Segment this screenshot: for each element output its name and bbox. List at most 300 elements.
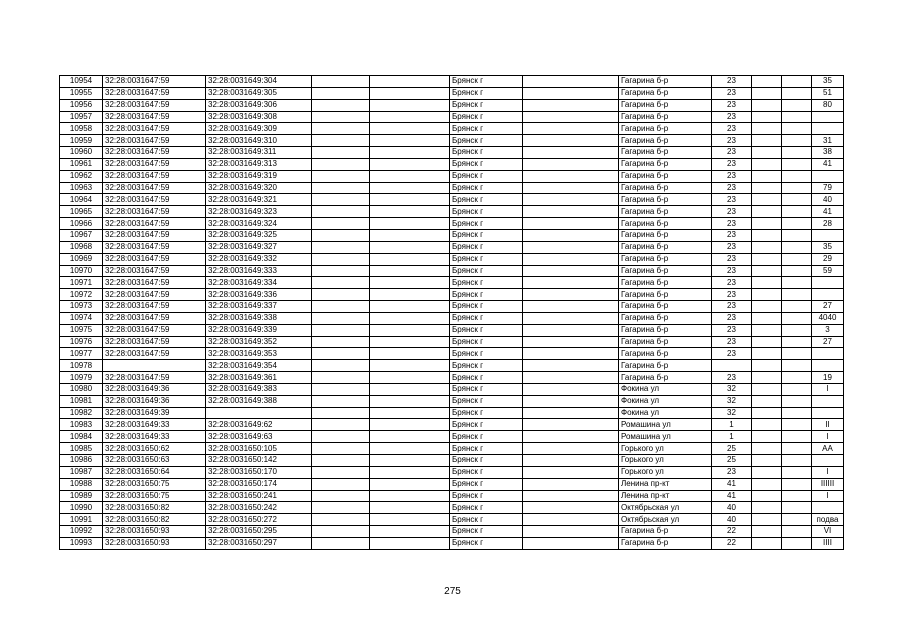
cell-empty-column-11 — [782, 490, 812, 502]
cell-empty-column-5 — [370, 135, 450, 147]
cell-empty-column-7 — [523, 514, 619, 526]
cell-room-number — [812, 123, 844, 135]
cell-house-number: 25 — [712, 443, 752, 455]
cell-empty-column-11 — [782, 277, 812, 289]
table-row — [60, 229, 844, 241]
cell-cadastral-number: 32:28:0031649:336 — [206, 289, 312, 301]
cell-cadastral-number: 32:28:0031649:388 — [206, 395, 312, 407]
cell-city: Брянск г — [450, 431, 523, 443]
cell-house-number: 23 — [712, 336, 752, 348]
cell-street: Гагарина б-р — [619, 312, 712, 324]
cell-row-number: 10982 — [60, 407, 103, 419]
cell-row-number: 10956 — [60, 99, 103, 111]
cell-cadastral-number: 32:28:0031649:306 — [206, 99, 312, 111]
cell-row-number: 10985 — [60, 443, 103, 455]
cell-empty-column-4 — [312, 253, 370, 265]
table-row — [60, 289, 844, 301]
table-body — [60, 76, 844, 550]
cell-street: Гагарина б-р — [619, 360, 712, 372]
cell-row-number: 10983 — [60, 419, 103, 431]
cell-city: Брянск г — [450, 265, 523, 277]
table-row — [60, 455, 844, 467]
cell-room-number: 19 — [812, 372, 844, 384]
cell-empty-column-7 — [523, 289, 619, 301]
cell-parent-cadastral-number: 32:28:0031647:59 — [103, 99, 206, 111]
cell-empty-column-7 — [523, 253, 619, 265]
cell-row-number: 10976 — [60, 336, 103, 348]
cell-parent-cadastral-number: 32:28:0031649:39 — [103, 407, 206, 419]
cell-empty-column-11 — [782, 241, 812, 253]
cell-city: Брянск г — [450, 466, 523, 478]
cell-empty-column-5 — [370, 158, 450, 170]
cell-empty-column-11 — [782, 301, 812, 313]
cell-empty-column-10 — [752, 135, 782, 147]
cell-city: Брянск г — [450, 502, 523, 514]
cell-empty-column-11 — [782, 253, 812, 265]
cell-empty-column-7 — [523, 218, 619, 230]
cell-house-number: 22 — [712, 537, 752, 549]
table-row — [60, 170, 844, 182]
cell-city: Брянск г — [450, 123, 523, 135]
cell-empty-column-10 — [752, 360, 782, 372]
cell-empty-column-4 — [312, 324, 370, 336]
cell-empty-column-10 — [752, 123, 782, 135]
cell-empty-column-4 — [312, 312, 370, 324]
cell-room-number: IIII — [812, 537, 844, 549]
cell-empty-column-4 — [312, 76, 370, 88]
cell-empty-column-10 — [752, 395, 782, 407]
cell-parent-cadastral-number: 32:28:0031650:93 — [103, 526, 206, 538]
table-row — [60, 537, 844, 549]
cell-empty-column-11 — [782, 182, 812, 194]
cell-empty-column-5 — [370, 147, 450, 159]
cell-empty-column-7 — [523, 135, 619, 147]
cell-empty-column-10 — [752, 182, 782, 194]
cell-cadastral-number: 32:28:0031649:353 — [206, 348, 312, 360]
table-row — [60, 419, 844, 431]
cell-room-number: 3 — [812, 324, 844, 336]
cell-empty-column-4 — [312, 265, 370, 277]
cell-empty-column-10 — [752, 336, 782, 348]
cell-empty-column-7 — [523, 490, 619, 502]
cell-empty-column-5 — [370, 502, 450, 514]
cell-cadastral-number: 32:28:0031649:319 — [206, 170, 312, 182]
cell-empty-column-10 — [752, 241, 782, 253]
cell-empty-column-5 — [370, 383, 450, 395]
cell-house-number: 23 — [712, 277, 752, 289]
cell-empty-column-11 — [782, 455, 812, 467]
cell-row-number: 10965 — [60, 206, 103, 218]
cell-row-number: 10967 — [60, 229, 103, 241]
cell-cadastral-number: 32:28:0031650:142 — [206, 455, 312, 467]
cell-empty-column-11 — [782, 265, 812, 277]
cell-empty-column-5 — [370, 182, 450, 194]
cell-street: Гагарина б-р — [619, 537, 712, 549]
cell-cadastral-number: 32:28:0031649:324 — [206, 218, 312, 230]
cell-room-number: 40 — [812, 194, 844, 206]
cell-room-number: 27 — [812, 336, 844, 348]
cell-empty-column-7 — [523, 478, 619, 490]
cell-room-number: 4040 — [812, 312, 844, 324]
cell-cadastral-number: 32:28:0031650:242 — [206, 502, 312, 514]
cell-house-number: 23 — [712, 348, 752, 360]
cell-parent-cadastral-number: 32:28:0031647:59 — [103, 87, 206, 99]
table-row — [60, 526, 844, 538]
table-row — [60, 158, 844, 170]
cell-empty-column-11 — [782, 218, 812, 230]
cell-empty-column-7 — [523, 372, 619, 384]
cell-street: Гагарина б-р — [619, 99, 712, 111]
cell-city: Брянск г — [450, 241, 523, 253]
cell-empty-column-11 — [782, 443, 812, 455]
cell-empty-column-10 — [752, 478, 782, 490]
cell-room-number: I — [812, 466, 844, 478]
cell-city: Брянск г — [450, 490, 523, 502]
cell-empty-column-4 — [312, 502, 370, 514]
cell-empty-column-11 — [782, 336, 812, 348]
cell-parent-cadastral-number: 32:28:0031647:59 — [103, 324, 206, 336]
cell-house-number: 23 — [712, 182, 752, 194]
cell-empty-column-11 — [782, 135, 812, 147]
cell-empty-column-5 — [370, 372, 450, 384]
cell-empty-column-5 — [370, 443, 450, 455]
table-row — [60, 502, 844, 514]
cell-house-number: 23 — [712, 466, 752, 478]
cell-parent-cadastral-number: 32:28:0031647:59 — [103, 253, 206, 265]
cell-house-number: 41 — [712, 478, 752, 490]
cell-street: Гагарина б-р — [619, 123, 712, 135]
cell-parent-cadastral-number: 32:28:0031647:59 — [103, 111, 206, 123]
cell-empty-column-10 — [752, 99, 782, 111]
cell-empty-column-10 — [752, 324, 782, 336]
cell-parent-cadastral-number: 32:28:0031647:59 — [103, 289, 206, 301]
cell-empty-column-10 — [752, 537, 782, 549]
table-row — [60, 76, 844, 88]
cell-cadastral-number: 32:28:0031649:310 — [206, 135, 312, 147]
cell-empty-column-7 — [523, 360, 619, 372]
cell-cadastral-number: 32:28:0031649:327 — [206, 241, 312, 253]
cell-empty-column-7 — [523, 158, 619, 170]
cell-row-number: 10970 — [60, 265, 103, 277]
cell-empty-column-5 — [370, 466, 450, 478]
cell-room-number — [812, 289, 844, 301]
cell-cadastral-number: 32:28:0031649:311 — [206, 147, 312, 159]
table-row — [60, 443, 844, 455]
cell-row-number: 10972 — [60, 289, 103, 301]
cell-room-number: 35 — [812, 76, 844, 88]
cell-cadastral-number: 32:28:0031649:305 — [206, 87, 312, 99]
table-row — [60, 372, 844, 384]
cell-house-number: 32 — [712, 395, 752, 407]
cell-cadastral-number: 32:28:0031649:332 — [206, 253, 312, 265]
cell-street: Ленина пр-кт — [619, 478, 712, 490]
cell-empty-column-4 — [312, 466, 370, 478]
cell-empty-column-5 — [370, 312, 450, 324]
cell-room-number — [812, 348, 844, 360]
cell-city: Брянск г — [450, 182, 523, 194]
cell-row-number: 10969 — [60, 253, 103, 265]
cell-row-number: 10960 — [60, 147, 103, 159]
cell-house-number: 23 — [712, 147, 752, 159]
cell-parent-cadastral-number — [103, 360, 206, 372]
cell-street: Ромашина ул — [619, 419, 712, 431]
cell-room-number: 41 — [812, 206, 844, 218]
cell-empty-column-7 — [523, 336, 619, 348]
cell-empty-column-11 — [782, 324, 812, 336]
cell-empty-column-4 — [312, 158, 370, 170]
table-row — [60, 395, 844, 407]
cell-street: Гагарина б-р — [619, 206, 712, 218]
cell-empty-column-11 — [782, 514, 812, 526]
cell-city: Брянск г — [450, 111, 523, 123]
table-row — [60, 407, 844, 419]
cell-cadastral-number: 32:28:0031649:354 — [206, 360, 312, 372]
cell-empty-column-4 — [312, 407, 370, 419]
cell-house-number: 1 — [712, 431, 752, 443]
cell-street: Гагарина б-р — [619, 147, 712, 159]
cell-empty-column-5 — [370, 419, 450, 431]
cell-empty-column-7 — [523, 241, 619, 253]
table-row — [60, 253, 844, 265]
cell-empty-column-11 — [782, 466, 812, 478]
cell-house-number — [712, 360, 752, 372]
table-row — [60, 383, 844, 395]
cell-street: Гагарина б-р — [619, 111, 712, 123]
cell-empty-column-4 — [312, 229, 370, 241]
cell-house-number: 23 — [712, 324, 752, 336]
cell-room-number: подва — [812, 514, 844, 526]
cell-empty-column-7 — [523, 395, 619, 407]
cell-street: Октябрьская ул — [619, 514, 712, 526]
cell-empty-column-7 — [523, 182, 619, 194]
cell-row-number: 10986 — [60, 455, 103, 467]
cell-empty-column-11 — [782, 348, 812, 360]
table-row — [60, 147, 844, 159]
table-row — [60, 348, 844, 360]
cell-city: Брянск г — [450, 407, 523, 419]
cell-street: Гагарина б-р — [619, 182, 712, 194]
cell-city: Брянск г — [450, 135, 523, 147]
cell-street: Горького ул — [619, 455, 712, 467]
cell-city: Брянск г — [450, 229, 523, 241]
cell-street: Гагарина б-р — [619, 372, 712, 384]
cell-parent-cadastral-number: 32:28:0031650:93 — [103, 537, 206, 549]
cell-empty-column-7 — [523, 526, 619, 538]
cell-city: Брянск г — [450, 443, 523, 455]
cell-empty-column-10 — [752, 194, 782, 206]
cell-street: Гагарина б-р — [619, 289, 712, 301]
cell-empty-column-4 — [312, 182, 370, 194]
cell-house-number: 23 — [712, 372, 752, 384]
cell-empty-column-10 — [752, 277, 782, 289]
table-row — [60, 206, 844, 218]
table-row — [60, 218, 844, 230]
cell-city: Брянск г — [450, 253, 523, 265]
cell-parent-cadastral-number: 32:28:0031647:59 — [103, 265, 206, 277]
cell-parent-cadastral-number: 32:28:0031647:59 — [103, 241, 206, 253]
cell-cadastral-number: 32:28:0031649:313 — [206, 158, 312, 170]
cell-empty-column-7 — [523, 383, 619, 395]
cell-house-number: 23 — [712, 289, 752, 301]
cell-empty-column-10 — [752, 206, 782, 218]
cell-city: Брянск г — [450, 478, 523, 490]
cell-empty-column-4 — [312, 123, 370, 135]
cell-empty-column-7 — [523, 229, 619, 241]
cell-room-number: AA — [812, 443, 844, 455]
cell-cadastral-number: 32:28:0031650:272 — [206, 514, 312, 526]
cell-parent-cadastral-number: 32:28:0031649:33 — [103, 431, 206, 443]
cell-empty-column-11 — [782, 419, 812, 431]
cell-house-number: 23 — [712, 170, 752, 182]
cell-cadastral-number: 32:28:0031649:339 — [206, 324, 312, 336]
cell-empty-column-7 — [523, 301, 619, 313]
cell-cadastral-number: 32:28:0031649:309 — [206, 123, 312, 135]
cell-parent-cadastral-number: 32:28:0031647:59 — [103, 135, 206, 147]
cell-house-number: 23 — [712, 76, 752, 88]
cell-cadastral-number — [206, 407, 312, 419]
cell-empty-column-11 — [782, 170, 812, 182]
cell-empty-column-11 — [782, 526, 812, 538]
cell-cadastral-number: 32:28:0031650:297 — [206, 537, 312, 549]
cell-city: Брянск г — [450, 218, 523, 230]
cell-parent-cadastral-number: 32:28:0031647:59 — [103, 336, 206, 348]
cell-empty-column-10 — [752, 265, 782, 277]
cell-empty-column-7 — [523, 419, 619, 431]
cell-house-number: 23 — [712, 194, 752, 206]
cell-empty-column-10 — [752, 431, 782, 443]
cell-empty-column-5 — [370, 348, 450, 360]
cell-parent-cadastral-number: 32:28:0031647:59 — [103, 229, 206, 241]
cell-empty-column-11 — [782, 158, 812, 170]
cell-empty-column-5 — [370, 289, 450, 301]
cell-empty-column-11 — [782, 111, 812, 123]
cell-empty-column-4 — [312, 277, 370, 289]
cell-room-number — [812, 502, 844, 514]
cell-house-number: 40 — [712, 514, 752, 526]
cell-parent-cadastral-number: 32:28:0031647:59 — [103, 218, 206, 230]
cell-empty-column-5 — [370, 360, 450, 372]
cell-room-number: 41 — [812, 158, 844, 170]
cell-empty-column-10 — [752, 170, 782, 182]
cell-cadastral-number: 32:28:0031649:333 — [206, 265, 312, 277]
cell-empty-column-4 — [312, 206, 370, 218]
cell-empty-column-4 — [312, 383, 370, 395]
table-row — [60, 478, 844, 490]
cell-empty-column-4 — [312, 194, 370, 206]
cell-room-number — [812, 111, 844, 123]
cell-parent-cadastral-number: 32:28:0031647:59 — [103, 372, 206, 384]
cell-empty-column-7 — [523, 194, 619, 206]
cell-empty-column-4 — [312, 419, 370, 431]
cell-row-number: 10981 — [60, 395, 103, 407]
cell-empty-column-5 — [370, 218, 450, 230]
cell-empty-column-5 — [370, 123, 450, 135]
cell-row-number: 10978 — [60, 360, 103, 372]
cell-street: Ленина пр-кт — [619, 490, 712, 502]
cell-city: Брянск г — [450, 514, 523, 526]
cell-empty-column-10 — [752, 348, 782, 360]
cell-empty-column-10 — [752, 383, 782, 395]
cell-street: Гагарина б-р — [619, 135, 712, 147]
cell-parent-cadastral-number: 32:28:0031647:59 — [103, 194, 206, 206]
cell-empty-column-4 — [312, 99, 370, 111]
cell-empty-column-7 — [523, 111, 619, 123]
cell-empty-column-5 — [370, 336, 450, 348]
table-row — [60, 466, 844, 478]
cell-empty-column-5 — [370, 514, 450, 526]
cell-empty-column-11 — [782, 312, 812, 324]
cell-empty-column-7 — [523, 348, 619, 360]
cell-house-number: 1 — [712, 419, 752, 431]
cell-city: Брянск г — [450, 206, 523, 218]
cell-room-number: 31 — [812, 135, 844, 147]
cell-street: Гагарина б-р — [619, 76, 712, 88]
cell-row-number: 10971 — [60, 277, 103, 289]
cell-street: Гагарина б-р — [619, 336, 712, 348]
cell-parent-cadastral-number: 32:28:0031647:59 — [103, 206, 206, 218]
cell-room-number: 35 — [812, 241, 844, 253]
cell-parent-cadastral-number: 32:28:0031647:59 — [103, 147, 206, 159]
table-row — [60, 87, 844, 99]
table-row — [60, 360, 844, 372]
cell-cadastral-number: 32:28:0031649:334 — [206, 277, 312, 289]
cell-cadastral-number: 32:28:0031649:308 — [206, 111, 312, 123]
cell-street: Гагарина б-р — [619, 348, 712, 360]
cell-empty-column-11 — [782, 395, 812, 407]
cell-empty-column-4 — [312, 490, 370, 502]
cell-street: Фокина ул — [619, 395, 712, 407]
cell-row-number: 10961 — [60, 158, 103, 170]
cell-empty-column-10 — [752, 466, 782, 478]
cell-house-number: 40 — [712, 502, 752, 514]
cell-empty-column-4 — [312, 170, 370, 182]
cell-empty-column-5 — [370, 478, 450, 490]
cell-empty-column-10 — [752, 229, 782, 241]
cell-parent-cadastral-number: 32:28:0031647:59 — [103, 170, 206, 182]
cell-row-number: 10980 — [60, 383, 103, 395]
cell-street: Фокина ул — [619, 383, 712, 395]
table-row — [60, 277, 844, 289]
cell-room-number: 29 — [812, 253, 844, 265]
cell-empty-column-5 — [370, 537, 450, 549]
cell-empty-column-7 — [523, 407, 619, 419]
cell-empty-column-7 — [523, 324, 619, 336]
cell-empty-column-7 — [523, 99, 619, 111]
cell-row-number: 10964 — [60, 194, 103, 206]
cell-row-number: 10963 — [60, 182, 103, 194]
cell-parent-cadastral-number: 32:28:0031650:62 — [103, 443, 206, 455]
cell-room-number: 79 — [812, 182, 844, 194]
cell-empty-column-4 — [312, 455, 370, 467]
cell-empty-column-4 — [312, 336, 370, 348]
cell-city: Брянск г — [450, 383, 523, 395]
cell-empty-column-5 — [370, 490, 450, 502]
page-number: 275 — [444, 586, 461, 597]
cell-house-number: 23 — [712, 158, 752, 170]
cell-empty-column-10 — [752, 158, 782, 170]
cell-house-number: 32 — [712, 383, 752, 395]
cell-empty-column-10 — [752, 301, 782, 313]
cell-row-number: 10990 — [60, 502, 103, 514]
cell-empty-column-11 — [782, 147, 812, 159]
cell-empty-column-10 — [752, 253, 782, 265]
cell-empty-column-11 — [782, 87, 812, 99]
cell-city: Брянск г — [450, 76, 523, 88]
cell-city: Брянск г — [450, 324, 523, 336]
cell-house-number: 23 — [712, 135, 752, 147]
cell-empty-column-5 — [370, 111, 450, 123]
cell-empty-column-7 — [523, 87, 619, 99]
